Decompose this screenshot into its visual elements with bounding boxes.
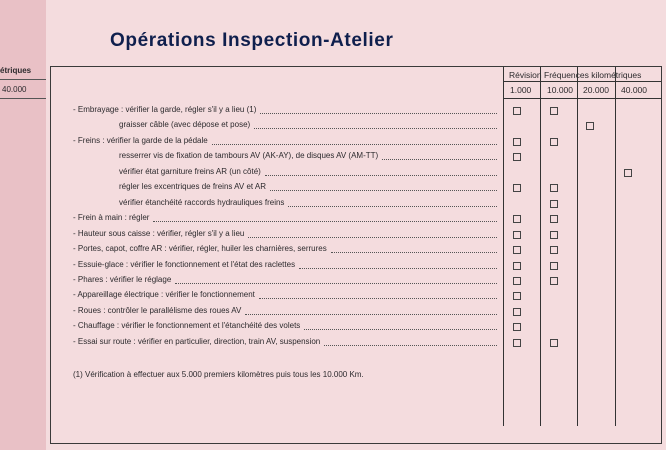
- row-label: - Phares : vérifier le réglage: [73, 274, 172, 284]
- checkbox[interactable]: [513, 262, 521, 270]
- dot-leader: [254, 128, 497, 129]
- checkbox[interactable]: [550, 200, 558, 208]
- adjacent-page-strip: [0, 0, 47, 450]
- checkbox[interactable]: [513, 215, 521, 223]
- strip-header: étriques: [0, 66, 32, 75]
- strip-divider: [0, 98, 46, 99]
- checkbox[interactable]: [550, 215, 558, 223]
- checkbox[interactable]: [513, 153, 521, 161]
- footnote: (1) Vérification à effectuer aux 5.000 premiers kilomètres puis tous les 10.000 Km.: [73, 370, 364, 379]
- checkbox[interactable]: [513, 308, 521, 316]
- dot-leader: [304, 329, 497, 330]
- column-divider: [540, 67, 541, 426]
- inspection-page: [46, 0, 666, 450]
- dot-leader: [245, 314, 497, 315]
- dot-leader: [382, 159, 497, 160]
- row-label: - Essuie-glace : vérifier le fonctionnement et l'état des raclettes: [73, 259, 296, 269]
- checkbox[interactable]: [513, 277, 521, 285]
- header-divider: [503, 81, 661, 82]
- row-label: - Hauteur sous caisse : vérifier, régler s'il y a lieu: [73, 228, 245, 238]
- col-header-40000: 40.000: [621, 85, 647, 95]
- col-header-20000: 20.000: [583, 85, 609, 95]
- row-label: - Embrayage : vérifier la garde, régler s'il y a lieu (1): [73, 105, 257, 114]
- checkbox[interactable]: [550, 262, 558, 270]
- row-label: vérifier état garniture freins AR (un côté): [119, 166, 261, 176]
- header-divider: [503, 98, 661, 99]
- checkbox[interactable]: [624, 169, 632, 177]
- row-label: - Appareillage électrique : vérifier le fonctionnement: [73, 290, 255, 300]
- dot-leader: [288, 206, 497, 207]
- checkbox[interactable]: [550, 138, 558, 146]
- checkbox[interactable]: [513, 292, 521, 300]
- row-label: graisser câble (avec dépose et pose): [119, 120, 251, 130]
- dot-leader: [153, 221, 497, 222]
- dot-leader: [259, 298, 497, 299]
- dot-leader: [212, 144, 497, 145]
- checkbox[interactable]: [550, 231, 558, 239]
- dot-leader: [324, 345, 497, 346]
- revision-header: Révision: [509, 70, 542, 80]
- strip-value: 40.000: [2, 85, 27, 94]
- frequencies-header: Fréquences kilométriques: [544, 70, 642, 80]
- strip-divider: [0, 79, 46, 80]
- checkbox[interactable]: [513, 323, 521, 331]
- page-title: Opérations Inspection-Atelier: [110, 30, 394, 51]
- col-header-1000: 1.000: [510, 85, 532, 95]
- checkbox[interactable]: [513, 246, 521, 254]
- checkbox[interactable]: [513, 339, 521, 347]
- inspection-table: [50, 66, 662, 444]
- column-divider: [577, 67, 578, 426]
- checkbox[interactable]: [550, 339, 558, 347]
- row-label: - Essai sur route : vérifier en particulier, direction, train AV, suspension: [73, 336, 321, 346]
- column-divider: [615, 67, 616, 426]
- row-label: - Frein à main : régler: [73, 213, 150, 223]
- col-header-10000: 10.000: [547, 85, 573, 95]
- dot-leader: [175, 283, 497, 284]
- dot-leader: [260, 113, 497, 114]
- checkbox[interactable]: [550, 246, 558, 254]
- column-divider: [503, 67, 504, 426]
- checkbox[interactable]: [550, 277, 558, 285]
- row-label: vérifier étanchéité raccords hydrauliques freins: [119, 197, 285, 207]
- row-label: resserrer vis de fixation de tambours AV (AK-AY), de disques AV (AM-TT): [119, 151, 379, 161]
- row-label: - Chauffage : vérifier le fonctionnement et l'étanchéité des volets: [73, 321, 301, 331]
- checkbox[interactable]: [513, 231, 521, 239]
- dot-leader: [270, 190, 497, 191]
- dot-leader: [248, 237, 497, 238]
- dot-leader: [299, 268, 497, 269]
- checkbox[interactable]: [550, 184, 558, 192]
- checkbox[interactable]: [550, 107, 558, 115]
- dot-leader: [331, 252, 497, 253]
- checkbox[interactable]: [513, 138, 521, 146]
- row-label: - Roues : contrôler le parallélisme des roues AV: [73, 305, 242, 315]
- checkbox[interactable]: [586, 122, 594, 130]
- checkbox[interactable]: [513, 107, 521, 115]
- row-label: - Portes, capot, coffre AR : vérifier, régler, huiler les charnières, serrures: [73, 244, 327, 254]
- checkbox[interactable]: [513, 184, 521, 192]
- dot-leader: [265, 175, 497, 176]
- row-label: régler les excentriques de freins AV et AR: [119, 182, 267, 192]
- row-label: - Freins : vérifier la garde de la pédale: [73, 135, 208, 145]
